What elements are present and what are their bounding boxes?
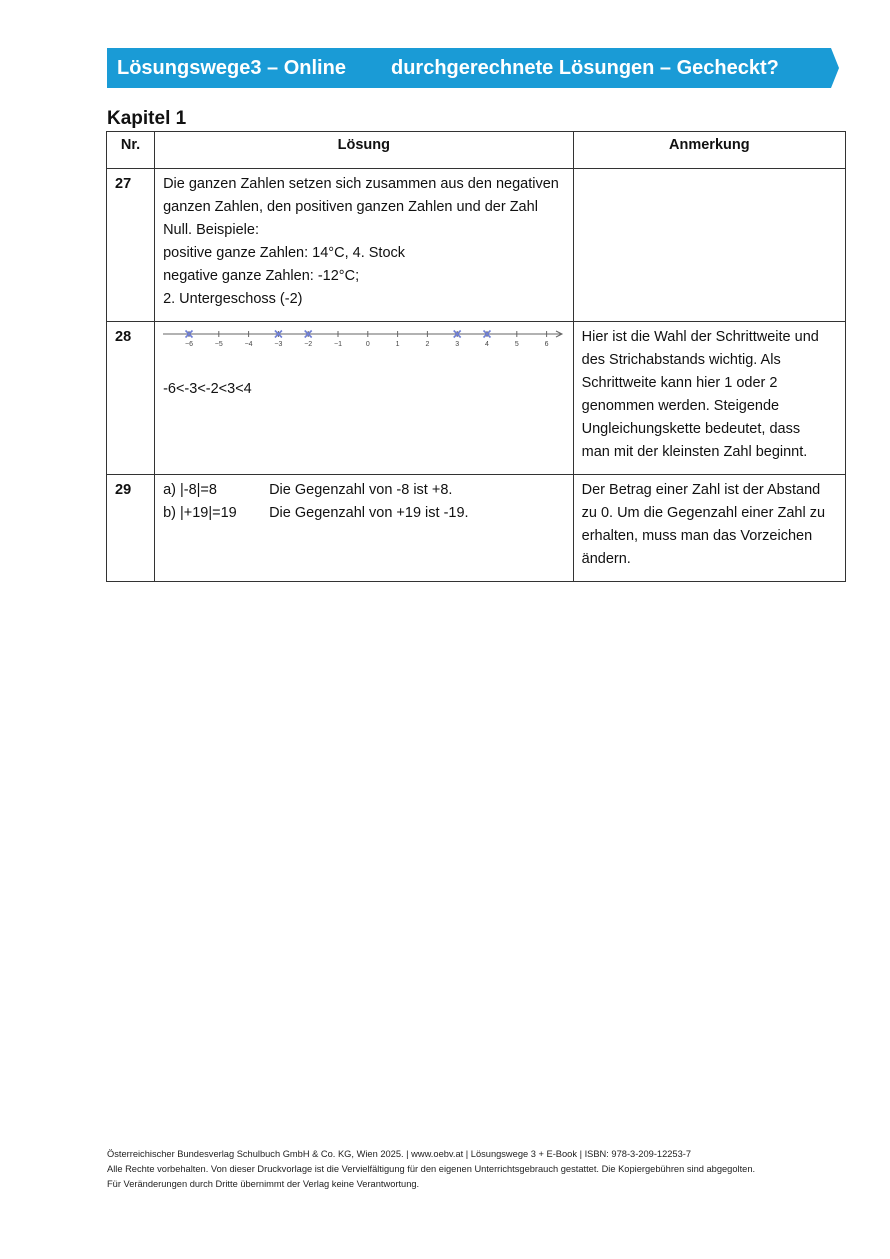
header-solution: Lösung	[155, 132, 574, 169]
tick-label: 2	[425, 341, 430, 348]
footer	[107, 1147, 755, 1192]
footer-line: Österreichischer Bundesverlag Schulbuch GmbH & Co. KG, Wien 2025. | www.oebv.at | Lösungswege 3 + E-Book | ISBN: 978-3-209-12253-7	[107, 1149, 692, 1159]
footer-line: Alle Rechte vorbehalten. Von dieser Druckvorlage ist die Vervielfältigung für den eigenen Unterrichtsgebrauch gestattet. Die Kopiergebühren sind abgegolten.	[107, 1164, 756, 1174]
solution-pair	[163, 479, 565, 502]
number-line	[163, 322, 567, 356]
solutions-table	[106, 131, 846, 582]
tick-label: −6	[185, 341, 194, 348]
header-nr: Nr.	[107, 132, 155, 169]
note-line: Der Betrag einer Zahl ist der Abstand	[581, 482, 821, 498]
absolute-value: a) |-8|=8	[163, 482, 217, 498]
solution-line: positive ganze Zahlen: 14°C, 4. Stock	[163, 245, 406, 261]
tick-label: −5	[214, 341, 223, 348]
tick-label: −3	[274, 341, 283, 348]
note-line: Ungleichungskette bedeutet, dass	[581, 421, 801, 437]
solution-line: Null. Beispiele:	[163, 222, 259, 238]
inequality-chain: -6<-3<-2<3<4	[163, 381, 252, 397]
solution-pair	[163, 502, 565, 525]
header-title-left: Lösungswege3 – Online	[117, 57, 346, 79]
note-line: Hier ist die Wahl der Schrittweite und	[581, 329, 819, 345]
note-line: erhalten, muss man das Vorzeichen	[581, 528, 813, 544]
solution-line: Die ganzen Zahlen setzen sich zusammen aus den negativen	[163, 176, 559, 192]
row-number: 27	[107, 169, 155, 322]
tick-label: −1	[334, 341, 343, 348]
tick-label: 5	[514, 341, 519, 348]
note-line: man mit der kleinsten Zahl beginnt.	[581, 444, 808, 460]
note-cell	[573, 475, 845, 582]
solution-cell	[155, 169, 574, 322]
tick-label: 3	[455, 341, 460, 348]
table-row	[107, 475, 846, 582]
table-row	[107, 169, 846, 322]
footer-line: Für Veränderungen durch Dritte übernimmt der Verlag keine Verantwortung.	[107, 1179, 420, 1189]
opposite-number: Die Gegenzahl von +19 ist -19.	[269, 505, 469, 521]
note-line: ändern.	[581, 551, 631, 567]
note-line: zu 0. Um die Gegenzahl einer Zahl zu	[581, 505, 826, 521]
solution-line: ganzen Zahlen, den positiven ganzen Zahlen und der Zahl	[163, 199, 538, 215]
solution-line: negative ganze Zahlen: -12°C;	[163, 268, 360, 284]
row-number: 29	[107, 475, 155, 582]
chapter-heading: Kapitel 1	[107, 108, 187, 129]
table-row	[107, 322, 846, 475]
tick-label: 0	[365, 341, 370, 348]
header-title-right: durchgerechnete Lösungen – Gecheckt?	[391, 57, 779, 79]
note-line: genommen werden. Steigende	[581, 398, 780, 414]
row-number: 28	[107, 322, 155, 475]
solution-cell	[155, 322, 574, 475]
tick-label: 4	[485, 341, 490, 348]
note-line: des Strichabstands wichtig. Als	[581, 352, 781, 368]
note-line: Schrittweite kann hier 1 oder 2	[581, 375, 778, 391]
tick-label: −2	[304, 341, 313, 348]
header-banner	[107, 48, 839, 88]
tick-label: 1	[395, 341, 400, 348]
tick-label: −4	[244, 341, 253, 348]
header-note: Anmerkung	[573, 132, 845, 169]
note-cell	[573, 169, 845, 322]
opposite-number: Die Gegenzahl von -8 ist +8.	[269, 482, 453, 498]
note-cell	[573, 322, 845, 475]
table-header-row	[107, 132, 846, 169]
absolute-value: b) |+19|=19	[163, 505, 237, 521]
solution-line: 2. Untergeschoss (-2)	[163, 291, 303, 307]
solution-cell	[155, 475, 574, 582]
tick-label: 6	[544, 341, 549, 348]
